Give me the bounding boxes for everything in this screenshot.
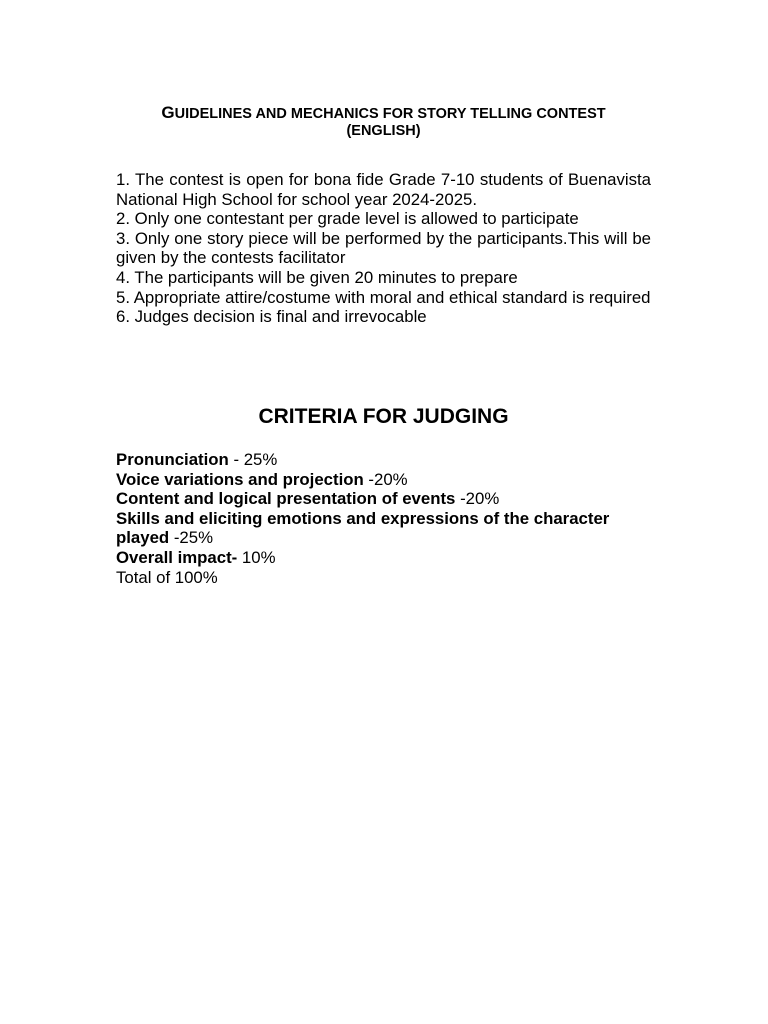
criteria-weight: -25% xyxy=(169,528,214,548)
rule-item: 6. Judges decision is final and irrevocable xyxy=(116,307,427,327)
document-title xyxy=(116,104,651,140)
criteria-name: Pronunciation xyxy=(116,450,229,469)
rule-item: 1. The contest is open for bona fide Grade 7-10 students of Buenavista National High School for school year 2024-2025. xyxy=(116,170,651,209)
title-line-1 xyxy=(116,104,651,123)
criteria-item xyxy=(116,450,651,470)
criteria-name: Skills and eliciting emotions and expressions of the character played xyxy=(116,508,610,548)
criteria-name: Overall impact- xyxy=(116,547,238,567)
criteria-item xyxy=(116,548,651,568)
criteria-total: Total of 100% xyxy=(116,567,218,587)
criteria-name: Content and logical presentation of events xyxy=(116,489,456,509)
title-line-1-text: UIDELINES AND MECHANICS FOR STORY TELLING CONTEST xyxy=(174,106,606,122)
criteria-name: Voice variations and projection xyxy=(116,469,364,489)
rule-item: 3. Only one story piece will be performed by the participants.This will be given by the contests facilitator xyxy=(116,228,651,268)
criteria-weight: 10% xyxy=(237,547,276,567)
criteria-weight: -20% xyxy=(363,469,408,489)
rule-item: 5. Appropriate attire/costume with moral and ethical standard is required xyxy=(116,287,651,307)
criteria-heading: CRITERIA FOR JUDGING xyxy=(258,405,509,428)
criteria-item xyxy=(116,470,651,490)
criteria-item xyxy=(116,489,651,509)
criteria-weight: - 25% xyxy=(228,450,278,469)
rule-item: 4. The participants will be given 20 minutes to prepare xyxy=(116,267,518,287)
criteria-list xyxy=(116,450,651,587)
criteria-weight: -20% xyxy=(455,489,500,509)
rules-list xyxy=(116,170,651,327)
title-first-letter: G xyxy=(161,103,175,122)
criteria-item xyxy=(116,509,651,548)
rule-item: 2. Only one contestant per grade level is allowed to participate xyxy=(116,209,579,229)
title-line-2: (ENGLISH) xyxy=(346,123,421,139)
